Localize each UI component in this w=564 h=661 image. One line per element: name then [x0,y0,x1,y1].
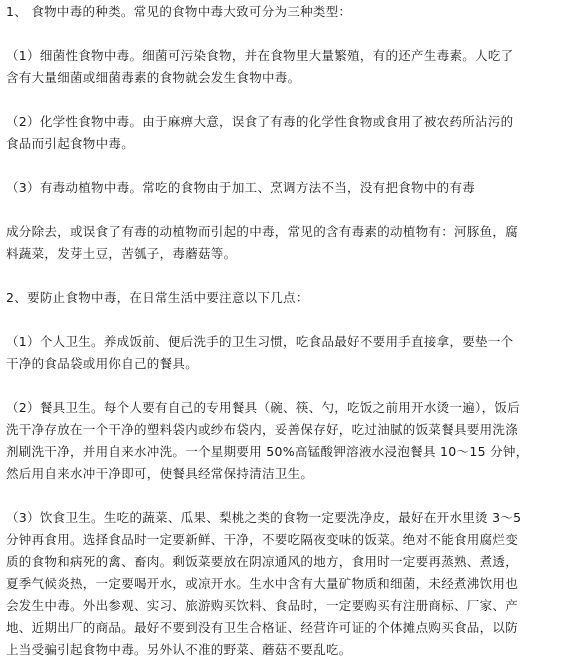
text-line: （1）个人卫生。养成饭前、便后洗手的卫生习惯，吃食品最好不要用手直接拿，要垫一个 [6,334,514,349]
text-line: （1）细菌性食物中毒。细菌可污染食物，并在食物里大量繁殖，有的还产生毒素。人吃了 [6,48,514,63]
text-line: 成分除去，或误食了有毒的动植物而引起的中毒，常见的含有毒素的动植物有：河豚鱼，腐 [6,224,519,239]
paragraph-personal-hygiene [6,331,558,375]
paragraph-diet-hygiene [6,507,558,661]
text-line: 含有大量细菌或细菌毒素的食物就会发生食物中毒。 [6,70,301,85]
text-line: （3）有毒动植物中毒。常吃的食物由于加工、烹调方法不当，没有把食物中的有毒 [6,180,476,195]
text-line: 分钟再食用。选择食品时一定要新鲜、干净，不要吃隔夜变味的饭菜。绝对不能食用腐烂变 [6,532,519,547]
text-line: （2）化学性食物中毒。由于麻痹大意，误食了有毒的化学性食物或食用了被农药所沾污的 [6,114,514,129]
text-line: 然后用自来水冲干净即可，使餐具经常保持清洁卫生。 [6,466,314,481]
paragraph-toxic-plants-animals [6,177,558,199]
text-line: 上当受骗引起食物中毒。另外认不准的野菜、蘑菇不要乱吃。 [6,642,352,657]
text-line: 洗干净存放在一个干净的塑料袋内或纱布袋内，妥善保存好，吃过油腻的饭菜餐具要用洗涤 [6,422,519,437]
text-line: （3）饮食卫生。生吃的蔬菜、瓜果、梨桃之类的食物一定要洗净皮，最好在开水里烫 3～5 [6,510,522,525]
text-line: 地、近期出厂的商品。最好不要到没有卫生合格证、经营许可证的个体摊点购买食品，以防 [6,620,519,635]
section-heading-food-poisoning-types [6,1,558,23]
text-line: 2、要防止食物中毒，在日常生活中要注意以下几点： [6,290,309,305]
text-line: 料蔬菜，发芽土豆，苦瓠子，毒蘑菇等。 [6,246,237,261]
paragraph-bacterial-poisoning [6,45,558,89]
paragraph-tableware-hygiene [6,397,558,485]
text-line: 食品而引起食物中毒。 [6,136,135,151]
text-line: 夏季气候炎热，一定要喝开水，或凉开水。生水中含有大量矿物质和细菌，未经煮沸饮用也 [6,576,519,591]
section-heading-prevention [6,287,558,309]
text-line: 干净的食品袋或用你自己的餐具。 [6,356,199,371]
paragraph-chemical-poisoning [6,111,558,155]
paragraph-toxic-examples [6,221,558,265]
text-line: 1、 食物中毒的种类。常见的食物中毒大致可分为三种类型： [6,4,352,19]
document-body [6,0,558,661]
text-line: 剂刷洗干净，并用自来水冲洗。一个星期要用 50%高锰酸钾溶液水浸泡餐具 10～15 分钟， [6,444,529,459]
text-line: （2）餐具卫生。每个人要有自己的专用餐具（碗、筷、勺，吃饭之前用开水烫一遍），饭后 [6,400,521,415]
text-line: 质的食物和病死的禽、畜肉。剩饭菜要放在阴凉通风的地方，食用时一定要再蒸熟、煮透， [6,554,519,569]
text-line: 会发生中毒。外出参观、实习、旅游购买饮料、食品时，一定要购买有注册商标、厂家、产 [6,598,519,613]
